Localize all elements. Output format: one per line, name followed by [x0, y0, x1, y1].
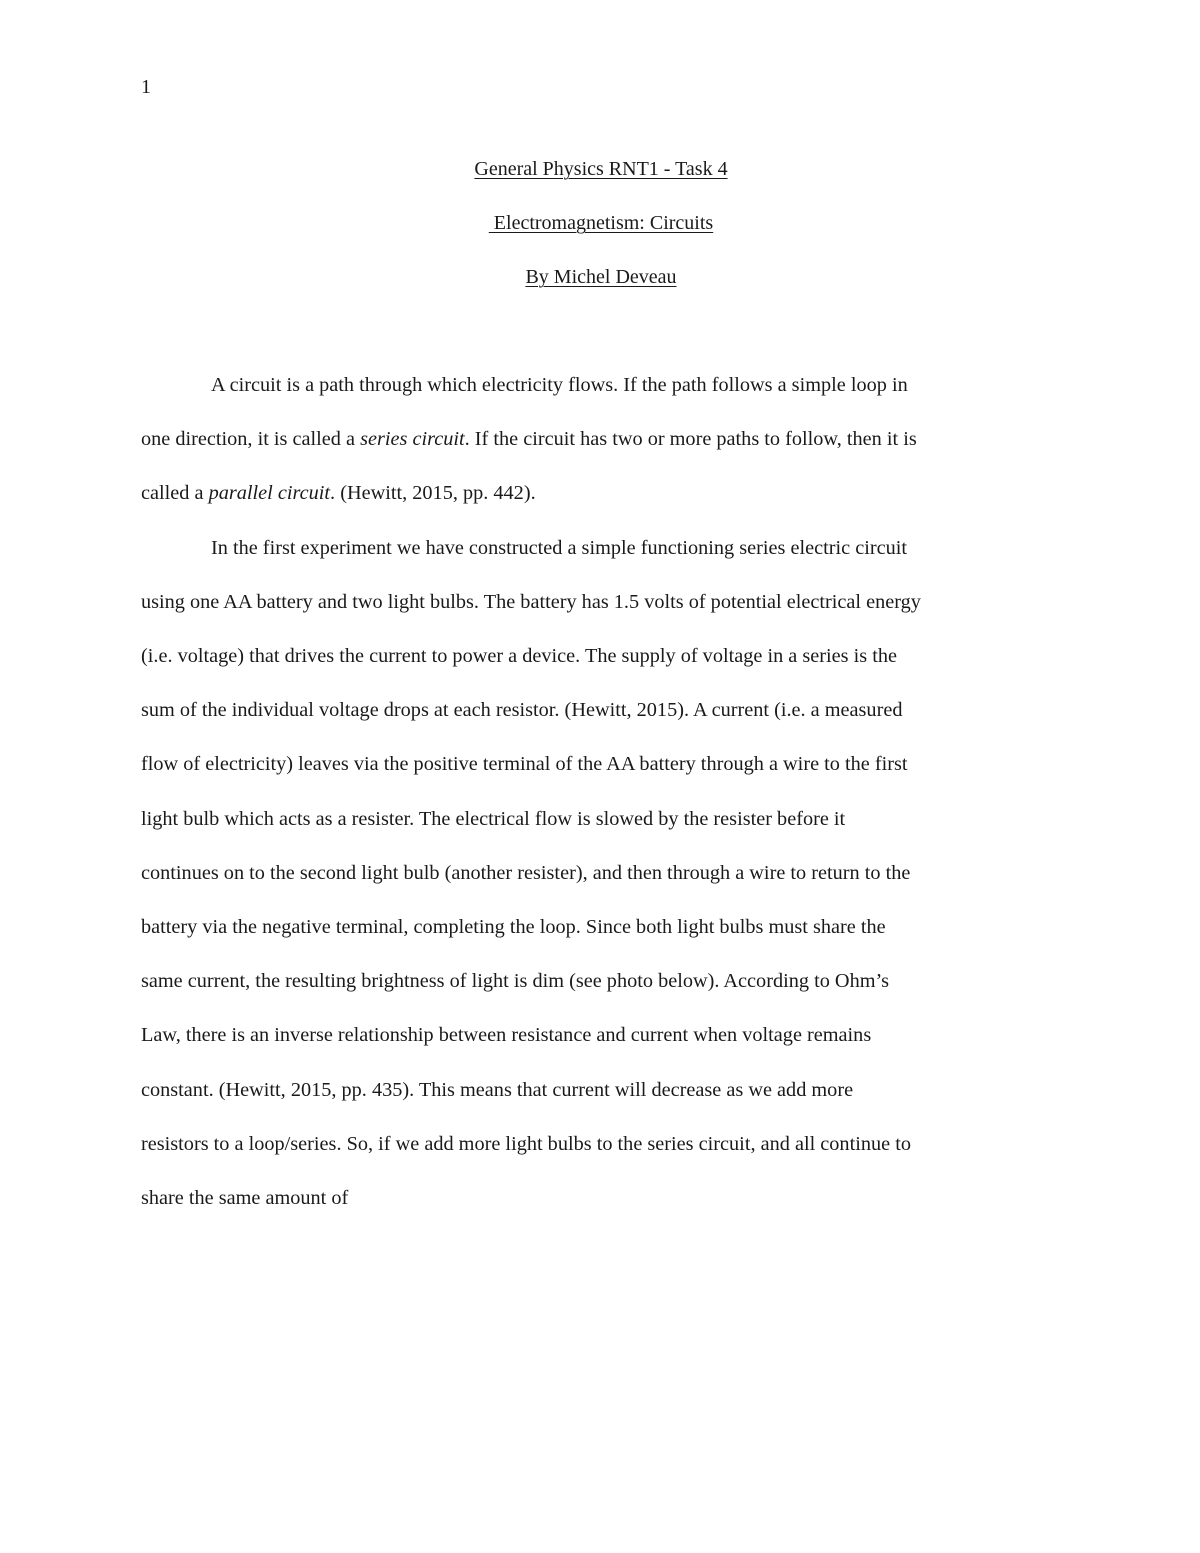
paragraph-line: battery via the negative terminal, completing the loop. Since both light bulbs must share the	[141, 916, 886, 939]
author-line: By Michel Deveau	[525, 266, 677, 288]
paragraph-line: (i.e. voltage) that drives the current to power a device. The supply of voltage in a series is the	[141, 645, 897, 668]
paragraph-line: Law, there is an inverse relationship between resistance and current when voltage remains	[141, 1024, 872, 1047]
paragraph-line: In the first experiment we have constructed a simple functioning series electric circuit	[211, 536, 908, 559]
paragraph-line: A circuit is a path through which electricity flows. If the path follows a simple loop in	[211, 374, 908, 396]
title-block	[141, 142, 1061, 304]
paragraph-line: flow of electricity) leaves via the positive terminal of the AA battery through a wire to the first	[141, 753, 908, 776]
paragraph-line: continues on to the second light bulb (another resister), and then through a wire to return to the	[141, 861, 911, 884]
paragraph-line: using one AA battery and two light bulbs. The battery has 1.5 volts of potential electrical energy	[141, 590, 921, 613]
paragraph-line: one direction, it is called a series circuit. If the circuit has two or more paths to follow, then it is	[141, 428, 917, 451]
series-circuit-term: series circuit	[360, 428, 465, 451]
course-title: General Physics RNT1 - Task 4	[474, 158, 728, 180]
paragraph-line: called a parallel circuit. (Hewitt, 2015, pp. 442).	[141, 482, 536, 505]
paragraph-line: light bulb which acts as a resister. The electrical flow is slowed by the resister before it	[141, 807, 846, 830]
body-text	[141, 358, 1063, 1225]
topic-title: Electromagnetism: Circuits	[488, 212, 714, 234]
paragraph-1	[141, 358, 1063, 521]
page-number: 1	[141, 76, 151, 98]
paragraph-2	[141, 521, 1063, 1226]
paragraph-line: resistors to a loop/series. So, if we add more light bulbs to the series circuit, and all continue to	[141, 1132, 911, 1155]
paragraph-line: constant. (Hewitt, 2015, pp. 435). This means that current will decrease as we add more	[141, 1078, 854, 1101]
paragraph-line: sum of the individual voltage drops at each resistor. (Hewitt, 2015). A current (i.e. a measured	[141, 699, 903, 722]
paragraph-line: same current, the resulting brightness of light is dim (see photo below). According to Ohm’s	[141, 970, 890, 993]
parallel-circuit-term: parallel circuit	[208, 482, 331, 505]
paragraph-line: share the same amount of	[141, 1187, 349, 1210]
